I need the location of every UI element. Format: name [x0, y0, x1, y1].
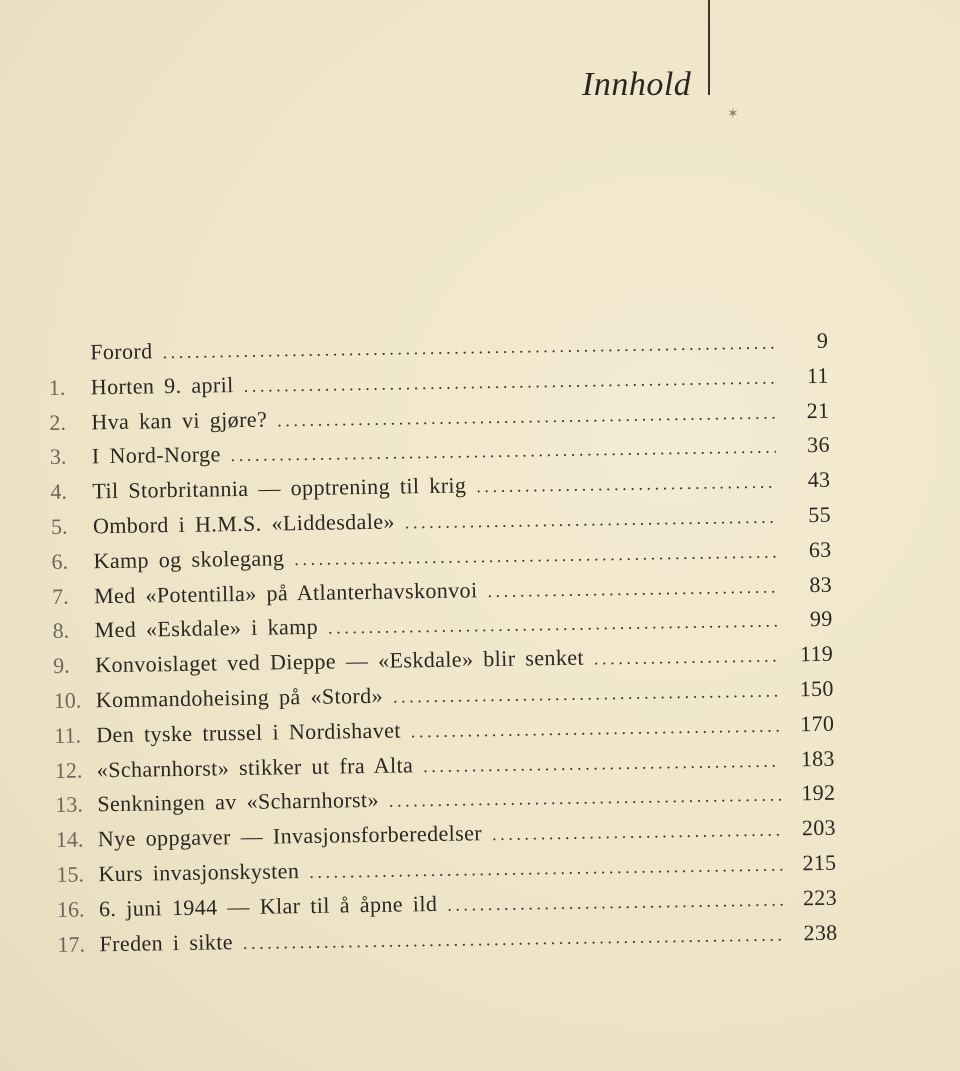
- chapter-number: 8.: [52, 618, 70, 644]
- chapter-number: 16.: [56, 896, 85, 922]
- page-number: 43: [807, 466, 831, 493]
- chapter-number: 13.: [55, 791, 84, 818]
- chapter-number: 9.: [52, 652, 70, 679]
- chapter-title: Med «Potentilla» på Atlanterhavskonvoi: [93, 576, 478, 608]
- chapter-number: 3.: [49, 444, 67, 470]
- chapter-title: I Nord-Norge: [91, 441, 221, 469]
- chapter-title: Kurs invasjonskysten: [98, 858, 300, 887]
- page-number: 183: [800, 745, 835, 771]
- chapter-number: 2.: [49, 409, 67, 435]
- chapter-title: Freden i sikte: [99, 928, 234, 956]
- chapter-number: 10.: [53, 687, 82, 713]
- chapter-number: 1.: [48, 374, 66, 400]
- chapter-number: 11.: [54, 722, 82, 748]
- page-number: 21: [806, 397, 830, 423]
- chapter-number: 6.: [51, 548, 69, 574]
- page-number: 36: [806, 432, 830, 458]
- chapter-title: Ombord i H.M.S. «Liddesdale»: [92, 508, 395, 539]
- page-number: 238: [803, 919, 838, 945]
- chapter-title: Senkningen av «Scharnhorst»: [97, 787, 380, 817]
- chapter-title: Kommandoheising på «Stord»: [95, 682, 384, 713]
- page-number: 119: [799, 640, 834, 667]
- chapter-title: «Scharnhorst» stikker ut fra Alta: [96, 751, 414, 782]
- page-title: Innhold: [582, 66, 692, 103]
- chapter-number: 7.: [51, 583, 69, 609]
- page-number: 99: [809, 606, 833, 632]
- page-number: 223: [802, 884, 838, 910]
- page-number: 215: [802, 849, 837, 876]
- chapter-number: 15.: [56, 861, 85, 887]
- paper-speck: ✶: [727, 107, 739, 122]
- chapter-number: 14.: [55, 826, 84, 853]
- chapter-title: Kamp og skolegang: [93, 545, 285, 574]
- dot-leader: [423, 743, 781, 783]
- page-number: 83: [809, 571, 833, 597]
- page-number: 11: [806, 362, 829, 388]
- chapter-title: Forord: [90, 338, 153, 365]
- dot-leader: [405, 500, 778, 541]
- page-number: 63: [808, 536, 832, 562]
- dot-leader: [243, 917, 784, 960]
- dot-leader: [594, 639, 780, 677]
- page-edge-line: [708, 0, 710, 95]
- chapter-number: [48, 359, 90, 360]
- chapter-title: Nye oppgaver — Invasjonsforberedelser: [97, 820, 483, 852]
- dot-leader: [411, 708, 781, 749]
- chapter-title: Konvoislaget ved Dieppe — «Eskdale» blir senket: [94, 644, 585, 678]
- dot-leader: [492, 813, 782, 852]
- chapter-number: 4.: [50, 478, 68, 505]
- chapter-title: Til Storbritannia — opptrening til krig: [92, 472, 467, 504]
- page-number: 9: [816, 327, 829, 353]
- page-number: 203: [801, 814, 837, 841]
- chapter-title: Hva kan vi gjøre?: [91, 406, 268, 434]
- chapter-title: Med «Eskdale» i kamp: [94, 614, 319, 643]
- dot-leader: [476, 465, 777, 505]
- chapter-number: 5.: [50, 513, 68, 539]
- page-number: 55: [808, 501, 832, 528]
- chapter-title: Den tyske trussel i Nordishavet: [96, 717, 402, 748]
- page-number: 150: [799, 675, 834, 702]
- chapter-number: 17.: [57, 931, 86, 957]
- table-of-contents: [48, 324, 838, 963]
- chapter-number: 12.: [54, 757, 83, 783]
- chapter-title: Horten 9. april: [90, 371, 234, 400]
- dot-leader: [447, 882, 783, 922]
- page-number: 170: [800, 710, 835, 736]
- chapter-title: 6. juni 1944 — Klar til å åpne ild: [98, 890, 438, 922]
- dot-leader: [487, 569, 778, 608]
- page-number: 192: [801, 780, 836, 806]
